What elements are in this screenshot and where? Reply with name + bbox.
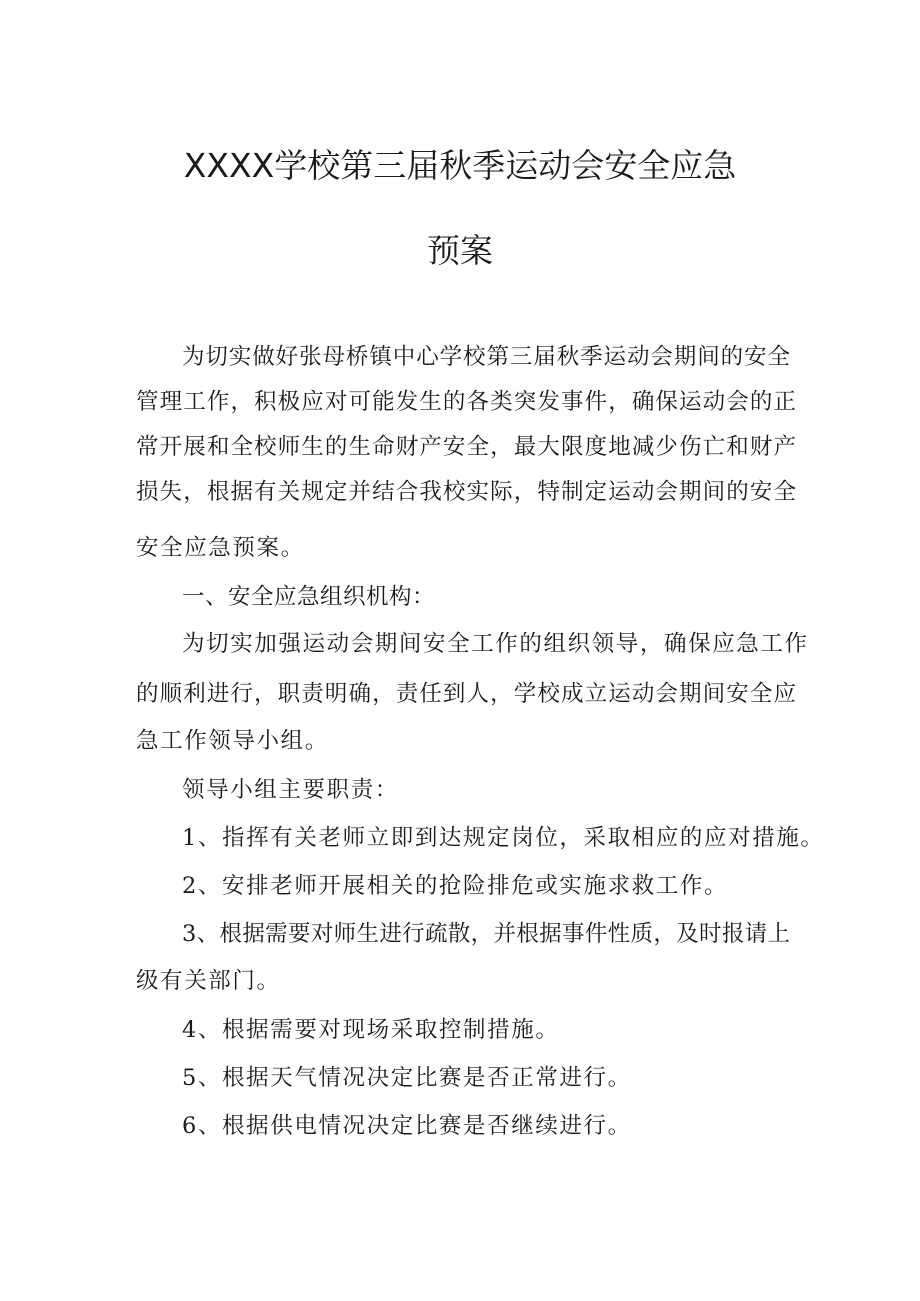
section-1-line-3: 急工作领导小组。	[136, 728, 329, 754]
intro-line-3: 常开展和全校师生的生命财产安全，最大限度地减少伤亡和财产	[136, 434, 796, 460]
intro-line-4: 损失，根据有关规定并结合我校实际，特制定运动会期间的安全	[136, 479, 796, 505]
duty-item-3: 3、根据需要对师生进行疏散，并根据事件性质，及时报请上	[182, 921, 790, 947]
duty-item-6: 6、根据供电情况决定比赛是否继续进行。	[182, 1113, 632, 1139]
intro-line-5: 安全应急预案。	[136, 535, 305, 561]
section-1-heading: 一、安全应急组织机构：	[182, 584, 436, 610]
intro-line-2: 管理工作，积极应对可能发生的各类突发事件，确保运动会的正	[136, 389, 796, 415]
duty-item-2: 2、安排老师开展相关的抢险排危或实施求救工作。	[182, 873, 729, 899]
duty-item-1: 1、指挥有关老师立即到达规定岗位，采取相应的应对措施。	[182, 825, 825, 851]
document-title-line-2: 预案	[427, 231, 493, 270]
duties-label: 领导小组主要职责：	[182, 777, 399, 803]
duty-item-3-cont: 级有关部门。	[136, 968, 281, 994]
section-1-line-1: 为切实加强运动会期间安全工作的组织领导，确保应急工作	[182, 631, 809, 657]
section-1-line-2: 的顺利进行，职责明确，责任到人，学校成立运动会期间安全应	[136, 681, 796, 707]
duty-item-4: 4、根据需要对现场采取控制措施。	[182, 1017, 560, 1043]
intro-line-1: 为切实做好张母桥镇中心学校第三届秋季运动会期间的安全	[182, 344, 790, 370]
duty-item-5: 5、根据天气情况决定比赛是否正常进行。	[182, 1065, 632, 1091]
document-title-line-1: XXXX学校第三届秋季运动会安全应急	[183, 146, 737, 185]
